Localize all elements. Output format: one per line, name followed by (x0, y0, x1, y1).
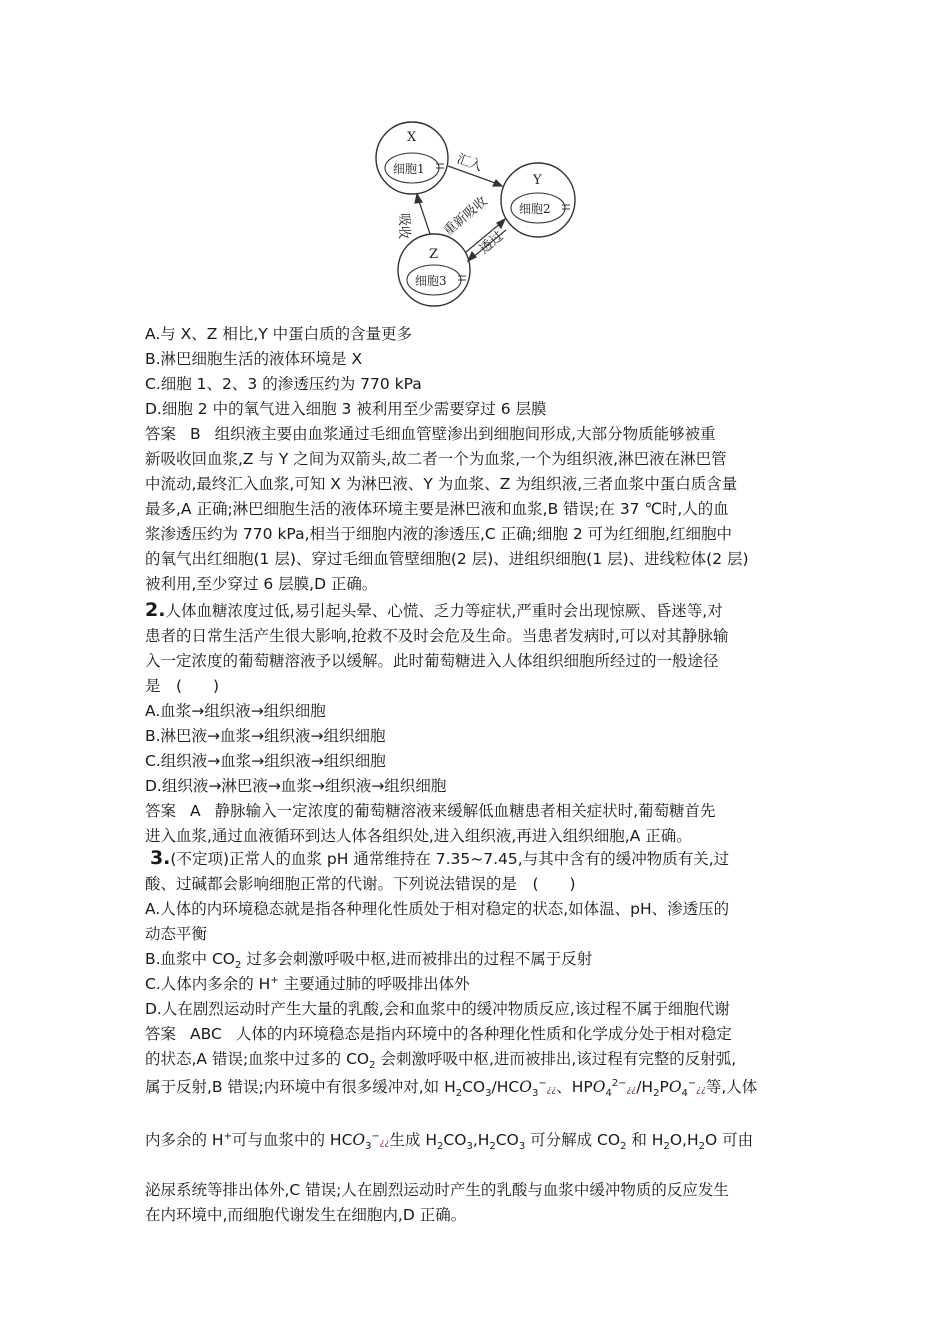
q3-explanation-5: 泌尿系统等排出体外,C 错误;人在剧烈运动时产生的乳酸与血浆中缓冲物质的反应发生 (145, 1181, 729, 1199)
question-1 (145, 322, 810, 597)
q2-answer: A (190, 802, 201, 820)
q2-explanation-1: 进入血浆,通过血液循环到达人体各组织处,进入组织液,再进入组织细胞,A 正确。 (145, 827, 692, 845)
q1-option-b: B.淋巴细胞生活的液体环境是 X (145, 350, 363, 368)
q2-number: 2. (145, 599, 166, 621)
q3-answer-line (145, 1022, 810, 1047)
label-z: Z (429, 247, 439, 262)
q3-option-b: B.血浆中 $CO_2$ 过多会刺激呼吸中枢,进而被排出的过程不属于反射 (145, 950, 593, 972)
body-fluid-diagram (360, 118, 600, 318)
q3-explanation-4: 内多余的 H+可与血浆中的 $HCO_3^-¿¿$生成 $H_2CO_3,H_2CO_3$ 可分解成 $CO_2$ 和 $H_2O,H_2O$ 可由 (145, 1130, 754, 1153)
q1-option-c: C.细胞 1、2、3 的渗透压约为 770 kPa (145, 375, 422, 393)
q3-option-a-1: 动态平衡 (145, 925, 208, 943)
label-cell-1: 细胞1 (393, 162, 425, 176)
q2-option-d: D.组织液→淋巴液→血浆→组织液→组织细胞 (145, 777, 447, 795)
q3-option-c: C.人体内多余的 H+ 主要通过肺的呼吸排出体外 (145, 974, 470, 993)
q1-explanation-4: 浆渗透压约为 770 kPa,相当于细胞内液的渗透压,C 正确;细胞 2 可为红细胞,红细胞中 (145, 525, 733, 543)
q2-stem-1: 患者的日常生活产生很大影响,抢救不及时会危及生命。当患者发病时,可以对其静脉输 (145, 627, 729, 645)
q1-answer: B (190, 425, 201, 443)
q3-stem-0: 3.(不定项)正常人的血浆 pH 通常维持在 7.35~7.45,与其中含有的缓冲物质有关,过 (149, 847, 730, 869)
q2-stem-2: 入一定浓度的葡萄糖溶液予以缓解。此时葡萄糖进入人体组织细胞所经过的一般途径 (145, 652, 719, 670)
q2-explanation-0: 静脉输入一定浓度的葡萄糖溶液来缓解低血糖患者相关症状时,葡萄糖首先 (214, 802, 716, 820)
q1-explanation-2: 中流动,最终汇入血浆,可知 X 为淋巴液、Y 为血浆、Z 为组织液,三者血浆中蛋白质含量 (145, 475, 738, 493)
q2-stem-3: 是 ( ) (145, 677, 220, 695)
q2-option-b: B.淋巴液→血浆→组织液→组织细胞 (145, 727, 386, 745)
q3-explanation-3: 属于反射,B 错误;内环境中有很多缓冲对,如 $H_2CO_3/HCO_3^-¿¿$、$HPO_4^{2-}¿¿/H_2PO_4^-¿¿$等,人体 (145, 1077, 758, 1100)
q3-answer: ABC (190, 1025, 222, 1043)
question-2 (145, 598, 810, 849)
q3-number: 3. (149, 847, 171, 869)
label-xishou (396, 213, 412, 239)
q1-explanation-3: 最多,A 正确;淋巴细胞生活的液体环境主要是淋巴液和血浆,B 错误;在 37 ℃时,人的血 (145, 500, 729, 518)
q3-explanation-1: 人体的内环境稳态是指内环境中的各种理化性质和化学成分处于相对稳定 (235, 1025, 732, 1043)
label-huiru: 汇入 (454, 151, 485, 175)
label-cell-2: 细胞2 (519, 202, 551, 216)
q2-answer-label: 答案 (145, 802, 177, 820)
q2-answer-line (145, 799, 810, 824)
q1-answer-line (145, 422, 810, 447)
q1-answer-label: 答案 (145, 425, 177, 443)
q2-stem-0: 2.人体血糖浓度过低,易引起头晕、心慌、乏力等症状,严重时会出现惊厥、昏迷等,对 (145, 599, 723, 621)
q3-explanation-6: 在内环境中,而细胞代谢发生在细胞内,D 正确。 (145, 1206, 467, 1224)
q1-explanation-6: 被利用,至少穿过 6 层膜,D 正确。 (145, 575, 378, 593)
q2-option-c: C.组织液→血浆→组织液→组织细胞 (145, 752, 386, 770)
label-x: X (407, 130, 417, 145)
label-y: Y (533, 173, 542, 188)
q3-option-d: D.人在剧烈运动时产生大量的乳酸,会和血浆中的缓冲物质反应,该过程不属于细胞代谢 (145, 1000, 730, 1018)
q3-stem-1: 酸、过碱都会影响细胞正常的代谢。下列说法错误的是 ( ) (145, 875, 576, 893)
svg-text:吸收: 吸收 (396, 213, 411, 240)
q1-option-d: D.细胞 2 中的氧气进入细胞 3 被利用至少需要穿过 6 层膜 (145, 400, 547, 418)
q1-option-a: A.与 X、Z 相比,Y 中蛋白质的含量更多 (145, 325, 413, 343)
q1-explanation-1: 新吸收回血浆,Z 与 Y 之间为双箭头,故二者一个为血浆,一个为组织液,淋巴液在淋巴管 (145, 450, 727, 468)
q3-answer-label: 答案 (145, 1025, 177, 1043)
q1-explanation-0: 组织液主要由血浆通过毛细血管壁渗出到细胞间形成,大部分物质能够被重 (214, 425, 716, 443)
question-3 (145, 846, 810, 1228)
q3-option-a-0: A.人体的内环境稳态就是指各种理化性质处于相对稳定的状态,如体温、pH、渗透压的 (145, 900, 730, 918)
label-touguo: 透过 (476, 228, 507, 258)
label-cell-3: 细胞3 (415, 274, 447, 288)
arrow-z-to-x (418, 198, 430, 234)
q1-explanation-5: 的氧气出红细胞(1 层)、穿过毛细血管壁细胞(2 层)、进组织细胞(1 层)、进线粒体(2 层) (145, 550, 749, 568)
label-chongxin-xishou: 重新吸收 (440, 194, 491, 240)
q2-option-a: A.血浆→组织液→组织细胞 (145, 702, 326, 720)
q3-explanation-2: 的状态,A 错误;血浆中过多的 $CO_2$ 会刺激呼吸中枢,进而被排出,该过程有完整的反射弧, (145, 1050, 737, 1072)
